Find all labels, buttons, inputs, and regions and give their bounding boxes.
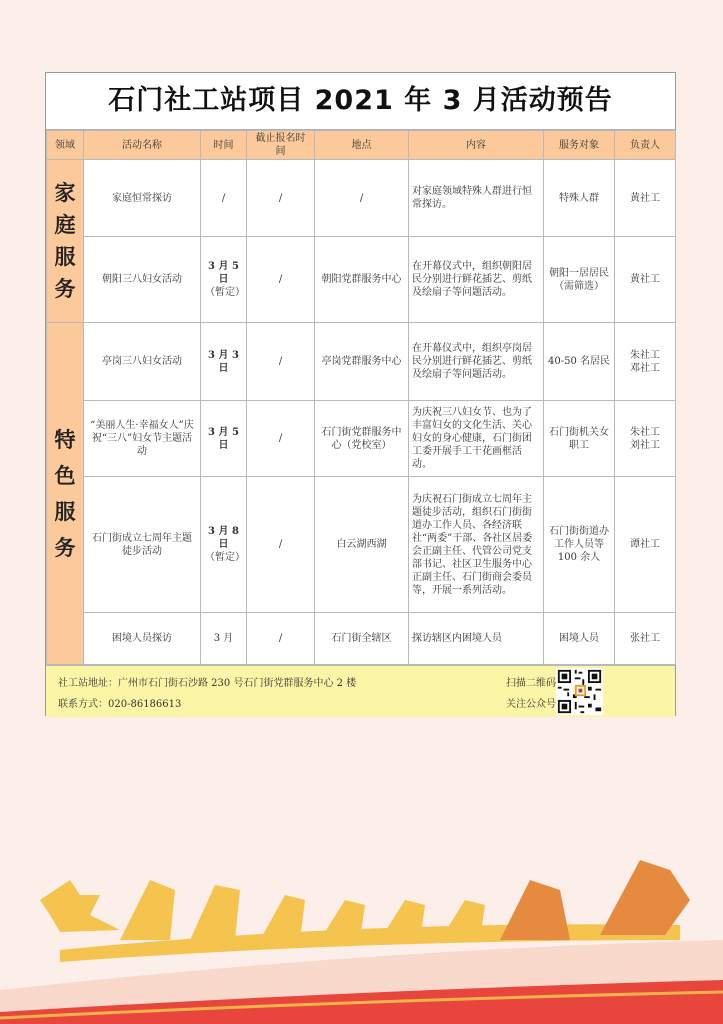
scan-qr-label: 扫描二维码 [506,678,556,689]
dragon-boat-decoration [0,840,723,1024]
qr-code-icon[interactable] [556,668,603,715]
header-deadline: 截止报名时间 [247,131,315,160]
table-row [47,323,676,401]
table-row [47,401,676,477]
activity-time: 3 月 8 日 [208,526,239,550]
activity-content: 探访辖区内困境人员 [409,613,544,665]
activity-target: 困境人员 [544,613,615,665]
activity-time: 3 月 5 日 [201,401,247,477]
activity-deadline: / [247,401,315,477]
activity-time-note: （暂定） [205,552,245,563]
activity-place: 石门街全辖区 [315,613,409,665]
activity-target: 40-50 名居民 [544,323,615,401]
header-owner: 负责人 [615,131,676,160]
activity-content: 为庆祝三八妇女节、也为了丰富妇女的文化生活、关心妇女的身心健康，石门街团工委开展手工干花画框活动。 [409,401,544,477]
activity-target: 朝阳一居居民（需筛选） [544,237,615,323]
contact-phone: 联系方式：020-86186613 [58,699,182,710]
activity-name: “美丽人生·幸福女人”庆祝“三八”妇女节主题活动 [84,401,201,477]
table-row [47,613,676,665]
activity-deadline: / [247,237,315,323]
activity-deadline: / [247,323,315,401]
header-domain: 领域 [47,131,84,160]
header-time: 时间 [201,131,247,160]
table-header-row [47,131,676,160]
table-row [47,237,676,323]
activity-owner: 朱社工 刘社工 [615,401,676,477]
header-place: 地点 [315,131,409,160]
activity-owner: 张社工 [615,613,676,665]
activity-content: 在开幕仪式中，组织亭岗居民分别进行鲜花插艺、剪纸及绘扇子等问题活动。 [409,323,544,401]
header-target: 服务对象 [544,131,615,160]
domain-label: 特色服务 [54,427,76,560]
activity-target: 特殊人群 [544,160,615,237]
activity-name: 困境人员探访 [84,613,201,665]
header-content: 内容 [409,131,544,160]
activity-owner: 黄社工 [615,160,676,237]
activity-place: 亭岗党群服务中心 [315,323,409,401]
activity-place: 白云湖西湖 [315,477,409,613]
activity-time-note: （暂定） [205,287,245,298]
page-title: 石门社工站项目 2021 年 3 月活动预告 [46,73,675,130]
activity-time: / [201,160,247,237]
header-activity-name: 活动名称 [84,131,201,160]
activity-time: 3 月 3 日 [201,323,247,401]
table-row [47,477,676,613]
domain-family-service [47,160,84,323]
activity-content: 为庆祝石门街成立七周年主题徒步活动，组织石门街街道办工作人员、各经济联社“两委”干部、各社区居委会正副主任、代管公司党支部书记、社区卫生服务中心正副主任、石门街商会委员等，开展一系列活动。 [409,477,544,613]
table-row [47,160,676,237]
activity-place: / [315,160,409,237]
domain-special-service [47,323,84,665]
activity-owner: 朱社工 邓社工 [615,323,676,401]
footer-bar [46,665,675,717]
activity-owner: 黄社工 [615,237,676,323]
activity-target: 石门街机关女职工 [544,401,615,477]
activity-owner: 谭社工 [615,477,676,613]
activity-time-cell [201,237,247,323]
activity-name: 亭岗三八妇女活动 [84,323,201,401]
activity-name: 石门街成立七周年主题徒步活动 [84,477,201,613]
activity-deadline: / [247,477,315,613]
activity-time: 3 月 [201,613,247,665]
station-address: 社工站地址：广州市石门街石沙路 230 号石门街党群服务中心 2 楼 [58,678,357,689]
follow-account-label: 关注公众号 [506,699,556,710]
activity-content: 在开幕仪式中，组织朝阳居民分别进行鲜花插艺、剪纸及绘扇子等问题活动。 [409,237,544,323]
activity-sheet [45,72,676,716]
activity-name: 家庭恒常探访 [84,160,201,237]
activity-time: 3 月 5 日 [208,261,239,285]
activity-time-cell [201,477,247,613]
activity-table [46,130,676,665]
activity-content: 对家庭领域特殊人群进行恒常探访。 [409,160,544,237]
activity-name: 朝阳三八妇女活动 [84,237,201,323]
activity-place: 石门街党群服务中心（党校室） [315,401,409,477]
activity-target: 石门街街道办工作人员等 100 余人 [544,477,615,613]
domain-label: 家庭服务 [54,181,76,301]
activity-deadline: / [247,613,315,665]
activity-place: 朝阳党群服务中心 [315,237,409,323]
activity-deadline: / [247,160,315,237]
